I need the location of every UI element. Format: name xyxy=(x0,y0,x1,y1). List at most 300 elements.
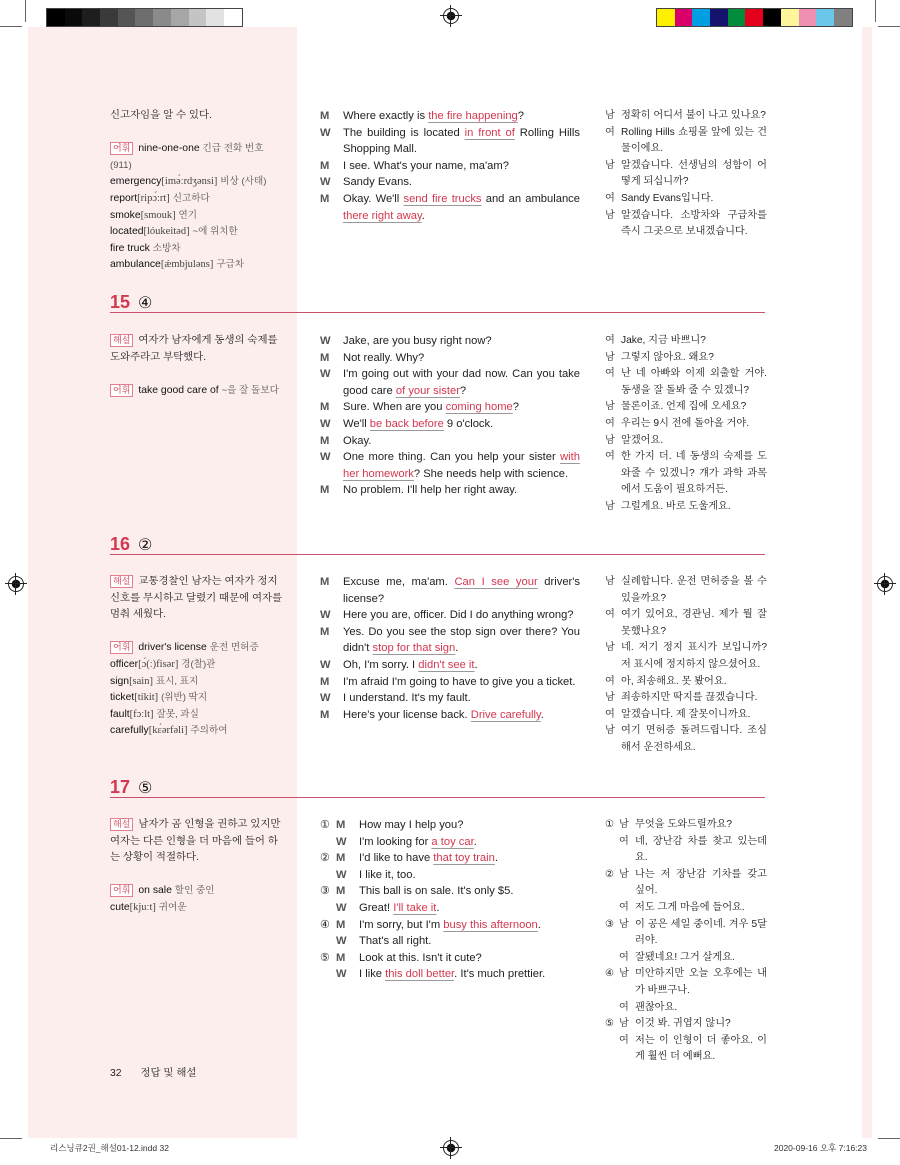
answer-blank: with her homework xyxy=(343,451,580,480)
speaker-label: 여 xyxy=(605,368,615,380)
vocab-pronunciation: [fɔːlt] xyxy=(129,708,154,720)
line-text xyxy=(359,867,580,884)
translation-text: 무엇을 도와드릴까요? xyxy=(635,819,733,830)
choice-number xyxy=(320,966,336,983)
speaker-label: 남 xyxy=(605,209,615,221)
answer-blank: in front of xyxy=(464,126,515,139)
explanation-badge: 해설 xyxy=(110,575,133,588)
translation-line xyxy=(605,125,767,158)
line-segment: I'm sorry, but I'm xyxy=(359,918,444,931)
line-text xyxy=(343,174,580,191)
speaker-label: 여 xyxy=(605,192,615,204)
speaker-label: M xyxy=(320,351,330,364)
explanation-badge: 해설 xyxy=(110,818,133,831)
vocab-item xyxy=(110,257,285,274)
translation-line xyxy=(605,867,767,900)
translation-line xyxy=(605,834,767,867)
vocab-term: nine-one-one xyxy=(138,143,200,155)
line-segment: Sure. When are you xyxy=(343,401,446,414)
line-segment: I see. What's your name, ma'am? xyxy=(343,159,509,172)
answer-blank: that toy train xyxy=(433,852,495,865)
line-segment: . xyxy=(421,209,425,222)
choice-number xyxy=(320,867,336,884)
choice-number xyxy=(320,834,336,851)
translation-text: 난 네 아빠와 이제 외출할 거야. 동생을 잘 돌봐 줄 수 있겠니? xyxy=(621,368,767,396)
color-swatch xyxy=(100,9,118,26)
color-swatch xyxy=(189,9,207,26)
line-segment: That's all right. xyxy=(359,935,432,948)
speaker-label: 남 xyxy=(619,968,629,980)
dialogue-line xyxy=(320,817,580,834)
slug-timestamp: 2020-09-16 오후 7:16:23 xyxy=(774,1143,867,1153)
translation-line xyxy=(605,108,767,125)
choice-number xyxy=(605,834,619,867)
vocab-meaning: 긴급 전화 번호 (911) xyxy=(110,143,264,171)
color-swatch xyxy=(65,9,83,26)
vocab-item xyxy=(110,640,285,657)
translation-line xyxy=(605,350,767,367)
line-text xyxy=(343,433,580,450)
vocabulary-list xyxy=(110,141,285,274)
speaker-label: M xyxy=(320,484,330,497)
page-footer xyxy=(110,1064,196,1079)
speaker-label: W xyxy=(320,451,331,464)
vocab-term: located xyxy=(110,226,144,238)
speaker-label: M xyxy=(320,159,330,172)
dialogue-line xyxy=(320,624,580,657)
line-segment: 9 o'clock. xyxy=(443,417,494,430)
translation-line xyxy=(605,900,767,917)
dialogue-line xyxy=(320,966,580,983)
speaker-label: W xyxy=(336,968,347,981)
speaker-label: M xyxy=(336,918,346,931)
line-segment: ? xyxy=(517,110,524,122)
color-swatch xyxy=(171,9,189,26)
line-text xyxy=(359,966,580,983)
line-segment: ? xyxy=(512,401,520,414)
vocab-meaning: 비상 (사태) xyxy=(220,176,267,188)
translation xyxy=(605,108,767,241)
speaker-label: W xyxy=(336,935,347,948)
answer-blank: Drive carefully xyxy=(470,708,541,721)
vocab-meaning: 귀여운 xyxy=(158,901,187,913)
vocab-item xyxy=(110,174,285,191)
speaker-label: W xyxy=(320,176,331,189)
vocab-item xyxy=(110,690,285,707)
line-text xyxy=(359,900,580,917)
slug-filename: 리스닝큐2권_해설01-12.indd 32 xyxy=(50,1143,169,1153)
line-text xyxy=(343,333,580,350)
translation-text: Rolling Hills 쇼핑몰 앞에 있는 건물이에요. xyxy=(621,126,767,155)
color-swatch xyxy=(118,9,136,26)
answer-blank: stop for that sign xyxy=(372,642,456,655)
notes xyxy=(110,574,285,740)
line-text xyxy=(343,108,580,125)
line-segment: . xyxy=(537,918,541,931)
translation-line xyxy=(605,208,767,241)
line-text xyxy=(343,350,580,367)
translation-text: 물론이죠. 언제 집에 오세요? xyxy=(621,401,747,413)
translation-line xyxy=(605,966,767,999)
choice-number: ④ xyxy=(605,968,614,980)
speaker-label: 여 xyxy=(619,1001,629,1013)
line-segment: Jake, are you busy right now? xyxy=(343,335,492,347)
vocab-term: officer xyxy=(110,658,139,670)
speaker-label: 남 xyxy=(605,500,615,512)
notes xyxy=(110,817,285,917)
speaker-label: M xyxy=(336,885,346,898)
line-text xyxy=(343,607,580,624)
answer-blank: of your sister xyxy=(395,384,460,397)
color-swatch xyxy=(799,9,817,26)
translation-text: 그럴게요. 바로 도울게요. xyxy=(621,500,731,512)
translation-line xyxy=(605,499,767,516)
line-text xyxy=(359,933,580,950)
vocab-term: emergency xyxy=(110,176,162,188)
speaker-label: W xyxy=(320,335,331,347)
page-edge-background xyxy=(862,27,872,1138)
line-segment: . xyxy=(436,901,440,914)
speaker-label: W xyxy=(320,417,331,430)
speaker-label: 여 xyxy=(619,901,629,913)
dialogue-line xyxy=(320,125,580,158)
choice-number xyxy=(320,933,336,950)
line-segment: Yes. Do you see the stop sign over there? You didn't xyxy=(343,625,580,655)
crop-mark xyxy=(0,26,22,27)
line-segment: and an ambulance xyxy=(481,192,580,205)
explanation-text: 교통경찰인 남자는 여자가 정지 신호를 무시하고 달렸기 때문에 여자를 멈춰 세웠다. xyxy=(110,576,283,621)
speaker-label: 남 xyxy=(619,868,629,880)
line-segment: Okay. We'll xyxy=(343,192,404,205)
vocab-term: fire truck xyxy=(110,242,150,254)
explanation-text: 신고자임을 알 수 있다. xyxy=(110,110,212,121)
dialogue-script xyxy=(320,817,580,983)
section-header xyxy=(110,777,765,798)
line-segment: Look at this. Isn't it cute? xyxy=(359,951,482,964)
translation xyxy=(605,574,767,757)
translation-text: 네. 저기 정지 표시가 보입니까? 저 표시에 정지하지 않으셨어요. xyxy=(621,642,767,670)
translation-line xyxy=(605,1000,767,1017)
translation-text: 여기 있어요, 경관님. 제가 뭘 잘못했나요? xyxy=(621,609,767,637)
crop-mark xyxy=(878,1138,900,1139)
vocab-pronunciation: [imə́ːrdʒənsi] xyxy=(161,176,218,188)
translation-line xyxy=(605,399,767,416)
speaker-label: W xyxy=(320,368,331,381)
vocab-meaning: ~에 위치한 xyxy=(192,226,238,238)
line-text xyxy=(343,690,580,707)
dialogue-line xyxy=(320,690,580,707)
speaker-label: 남 xyxy=(605,576,615,587)
dialogue-line xyxy=(320,707,580,724)
translation-line xyxy=(605,1016,767,1033)
line-segment: . xyxy=(455,642,459,655)
translation-text: 나는 저 장난감 기차를 갖고 싶어. xyxy=(635,868,767,897)
vocab-meaning: 표시, 표지 xyxy=(155,675,199,687)
line-text xyxy=(343,624,580,657)
speaker-label: W xyxy=(336,868,347,881)
speaker-label: 남 xyxy=(605,434,615,446)
choice-number: ② xyxy=(605,868,614,880)
speaker-label: 남 xyxy=(605,642,615,654)
translation-text: 저도 그게 마음에 들어요. xyxy=(635,901,745,913)
line-text xyxy=(343,125,580,158)
speaker-label: 여 xyxy=(605,675,615,687)
dialogue-line xyxy=(320,607,580,624)
line-segment: . It's much prettier. xyxy=(454,968,546,981)
vocab-meaning: 신고하다 xyxy=(172,192,210,204)
registration-mark-icon xyxy=(443,8,459,24)
color-swatch xyxy=(816,9,834,26)
explanation xyxy=(110,108,285,125)
choice-number xyxy=(605,1000,619,1017)
color-swatch xyxy=(657,9,675,26)
translation-text: 죄송하지만 딱지를 끊겠습니다. xyxy=(621,692,758,704)
translation-text: 네, 장난감 차를 찾고 있는데요. xyxy=(635,835,767,864)
translation-text: 미안하지만 오늘 오후에는 내가 바쁘구나. xyxy=(635,968,767,996)
speaker-label: 남 xyxy=(605,159,615,171)
vocab-term: carefully xyxy=(110,725,149,737)
dialogue-line xyxy=(320,482,580,499)
vocab-item xyxy=(110,191,285,208)
translation-line xyxy=(605,674,767,691)
vocab-item xyxy=(110,723,285,740)
vocab-item xyxy=(110,900,285,917)
translation-line xyxy=(605,574,767,607)
dialogue-line xyxy=(320,174,580,191)
vocab-meaning: 연기 xyxy=(178,209,198,221)
translation-line xyxy=(605,1033,767,1066)
crop-mark xyxy=(25,0,26,22)
speaker-label: 여 xyxy=(605,451,615,463)
translation-text: 실례합니다. 운전 면허증을 볼 수 있을까요? xyxy=(621,576,767,604)
dialogue-line xyxy=(320,433,580,450)
vocabulary-list xyxy=(110,383,285,400)
line-text xyxy=(359,950,580,967)
dialogue-line xyxy=(320,867,580,884)
color-swatch xyxy=(745,9,763,26)
choice-number: ④ xyxy=(320,918,330,931)
registration-mark-icon xyxy=(8,576,24,592)
speaker-label: 여 xyxy=(605,708,615,720)
answer-choice: ④ xyxy=(138,295,153,312)
registration-mark-icon xyxy=(877,576,893,592)
notes xyxy=(110,333,285,399)
dialogue-line xyxy=(320,574,580,607)
choice-number: ⑤ xyxy=(320,951,330,964)
dialogue-line xyxy=(320,950,580,967)
line-segment: I'm afraid I'm going to have to give you a ticket. xyxy=(343,675,576,688)
line-text xyxy=(343,158,580,175)
line-text xyxy=(343,366,580,399)
color-swatch xyxy=(153,9,171,26)
translation-line xyxy=(605,191,767,208)
line-segment: Here you are, officer. Did I do anything wrong? xyxy=(343,609,574,622)
answer-blank: a toy car xyxy=(431,835,474,848)
line-segment: Excuse me, ma'am. xyxy=(343,576,455,588)
answer-blank: coming home xyxy=(445,401,513,414)
line-segment: . xyxy=(540,708,544,721)
speaker-label: 여 xyxy=(605,126,615,138)
vocab-term: ambulance xyxy=(110,259,161,271)
speaker-label: W xyxy=(336,901,347,914)
line-segment: I'm going out with your dad now. Can you take good care xyxy=(343,368,580,397)
translation-text: 저는 이 인형이 더 좋아요. 이게 훨씬 더 예뻐요. xyxy=(635,1034,767,1063)
vocab-badge: 어휘 xyxy=(110,142,133,155)
speaker-label: 여 xyxy=(619,951,629,963)
dialogue-line xyxy=(320,366,580,399)
line-text xyxy=(343,674,580,691)
vocab-item xyxy=(110,208,285,225)
dialogue-line xyxy=(320,917,580,934)
translation-line xyxy=(605,449,767,499)
choice-number xyxy=(605,950,619,967)
dialogue-line xyxy=(320,933,580,950)
line-segment: Oh, I'm sorry. I xyxy=(343,658,419,671)
choice-number: ③ xyxy=(320,885,330,898)
translation-text: 우리는 9시 전에 돌아올 거야. xyxy=(621,417,750,429)
dialogue-line xyxy=(320,657,580,674)
vocab-item xyxy=(110,383,285,400)
speaker-label: W xyxy=(320,126,331,139)
translation-line xyxy=(605,723,767,756)
speaker-label: 여 xyxy=(619,1034,629,1046)
vocab-term: ticket xyxy=(110,692,135,704)
choice-number xyxy=(320,900,336,917)
dialogue-line xyxy=(320,449,580,482)
answer-blank: be back before xyxy=(369,417,444,430)
vocab-pronunciation: [kɛ́ərfəli] xyxy=(148,725,188,737)
line-segment: We'll xyxy=(343,417,370,430)
translation-line xyxy=(605,950,767,967)
notes xyxy=(110,108,285,274)
translation-line xyxy=(605,917,767,950)
vocab-meaning: 구급차 xyxy=(216,259,245,271)
vocab-term: on sale xyxy=(138,885,172,897)
speaker-label: M xyxy=(320,625,330,638)
line-text xyxy=(359,834,580,851)
vocab-meaning: (위반) 딱지 xyxy=(161,692,208,704)
answer-blank: busy this afternoon xyxy=(443,918,538,931)
translation-line xyxy=(605,707,767,724)
choice-number: ③ xyxy=(605,918,614,930)
answer-blank: I'll take it xyxy=(393,901,437,914)
crop-mark xyxy=(875,0,876,22)
explanation xyxy=(110,333,285,366)
color-swatch xyxy=(206,9,224,26)
dialogue-line xyxy=(320,883,580,900)
translation xyxy=(605,333,767,516)
line-segment: driver's license? xyxy=(343,576,581,605)
explanation-text: 남자가 곰 인형을 권하고 있지만 여자는 다른 인형을 더 마음에 들어 하는 상황이 적절하다. xyxy=(110,819,281,864)
choice-number: ② xyxy=(320,852,330,865)
line-segment: I like it, too. xyxy=(359,868,416,881)
speaker-label: 남 xyxy=(605,725,615,737)
line-segment: This ball is on sale. It's only $5. xyxy=(359,885,514,898)
speaker-label: 남 xyxy=(605,351,615,363)
speaker-label: 남 xyxy=(605,401,615,413)
color-swatch xyxy=(728,9,746,26)
line-segment: One more thing. Can you help your sister xyxy=(343,451,561,464)
vocab-meaning: 운전 면허증 xyxy=(209,642,259,654)
dialogue-line xyxy=(320,900,580,917)
speaker-label: M xyxy=(320,401,330,414)
line-segment: How may I help you? xyxy=(359,819,464,831)
vocab-pronunciation: [sain] xyxy=(129,675,153,687)
translation-text: 정확히 어디서 불이 나고 있나요? xyxy=(621,110,766,121)
vocab-item xyxy=(110,224,285,241)
line-segment: Where exactly is xyxy=(343,110,429,122)
answer-blank: didn't see it xyxy=(418,658,475,671)
vocab-pronunciation: [smouk] xyxy=(140,209,176,221)
line-segment: ? xyxy=(459,384,467,397)
vocab-item xyxy=(110,674,285,691)
choice-number: ⑤ xyxy=(605,1018,614,1030)
answer-blank: this doll better xyxy=(385,968,455,981)
choice-number: ① xyxy=(605,819,614,830)
vocab-pronunciation: [ǽmbjuləns] xyxy=(160,259,214,271)
line-segment: I understand. It's my fault. xyxy=(343,692,471,705)
section-header xyxy=(110,534,765,555)
translation-line xyxy=(605,158,767,191)
speaker-label: 여 xyxy=(605,335,615,346)
vocab-meaning: ~을 잘 돌보다 xyxy=(221,384,279,396)
line-segment: Not really. Why? xyxy=(343,351,425,364)
vocab-badge: 어휘 xyxy=(110,884,133,897)
vocab-meaning: 소방차 xyxy=(152,242,181,254)
page-number: 32 xyxy=(110,1068,122,1079)
answer-choice: ② xyxy=(138,537,153,554)
line-segment: I like xyxy=(359,968,386,981)
dialogue-line xyxy=(320,350,580,367)
translation-text: Jake, 지금 바쁘니? xyxy=(621,335,706,346)
line-segment: Okay. xyxy=(343,434,372,447)
line-text xyxy=(343,449,580,482)
translation-text: 잘됐네요! 그거 살게요. xyxy=(635,951,735,963)
translation-text: 알겠습니다. 소방차와 구급차를 즉시 그곳으로 보내겠습니다. xyxy=(621,209,767,238)
line-text xyxy=(359,817,580,834)
speaker-label: 여 xyxy=(619,835,629,847)
translation-text: 이 공은 세일 중이네. 겨우 5달러야. xyxy=(635,918,767,947)
speaker-label: 남 xyxy=(619,918,629,930)
vocab-term: take good care of xyxy=(138,384,219,396)
color-swatch xyxy=(135,9,153,26)
vocabulary-list xyxy=(110,640,285,740)
vocab-badge: 어휘 xyxy=(110,641,133,654)
dialogue-line xyxy=(320,158,580,175)
color-swatch xyxy=(224,9,242,26)
translation-line xyxy=(605,817,767,834)
line-segment: Sandy Evans. xyxy=(343,176,413,189)
line-segment: No problem. I'll help her right away. xyxy=(343,484,518,497)
registration-mark-icon xyxy=(443,1140,459,1156)
question-number: 16 xyxy=(110,534,131,554)
answer-blank: the fire happening xyxy=(428,110,518,122)
speaker-label: M xyxy=(320,110,330,122)
color-swatch xyxy=(834,9,852,26)
answer-blank: there right away xyxy=(343,209,422,222)
line-text xyxy=(359,917,580,934)
vocab-item xyxy=(110,883,285,900)
translation xyxy=(605,817,767,1066)
dialogue-script xyxy=(320,333,580,499)
vocab-meaning: 잘못, 과실 xyxy=(156,708,199,720)
speaker-label: 여 xyxy=(605,609,615,621)
answer-blank: send fire trucks xyxy=(403,192,482,205)
choice-number: ① xyxy=(320,819,330,831)
process-color-bar xyxy=(656,8,853,27)
gray-color-bar xyxy=(46,8,243,27)
color-swatch xyxy=(82,9,100,26)
